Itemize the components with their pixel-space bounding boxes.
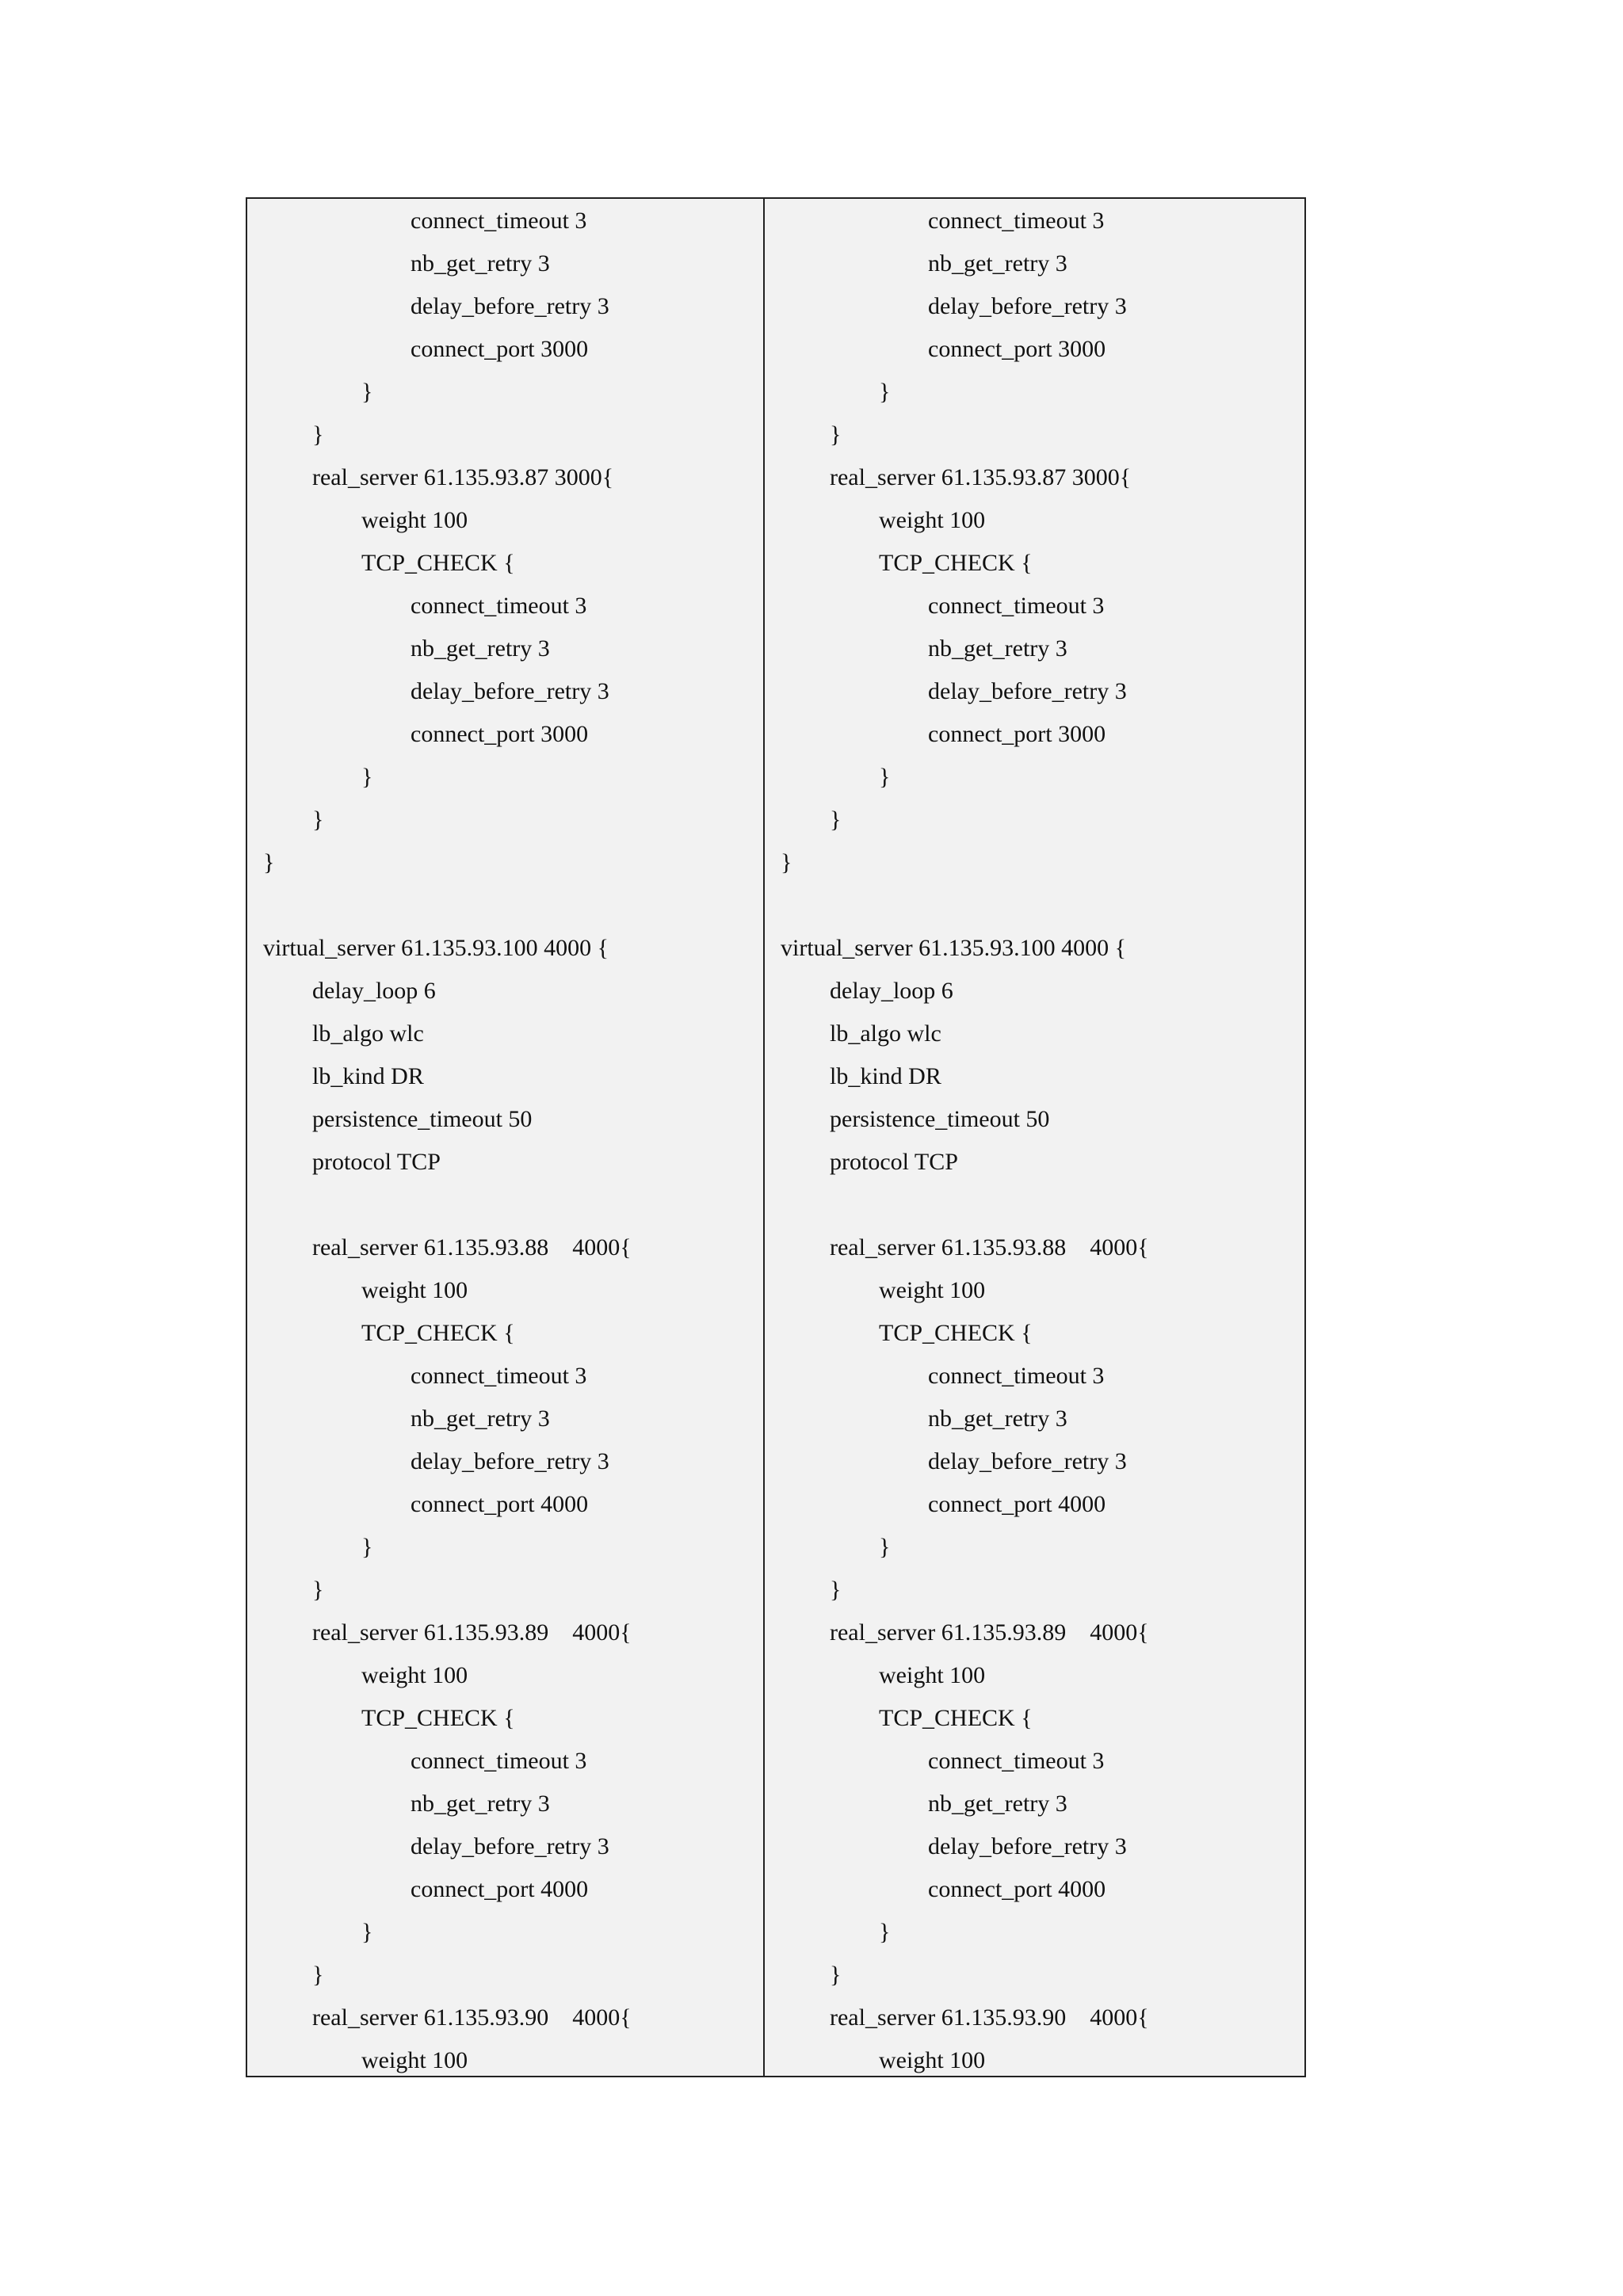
code-line: nb_get_retry 3	[928, 1791, 1067, 1817]
code-line: }	[361, 1919, 373, 1945]
code-line: real_server 61.135.93.90 4000{	[830, 2004, 1149, 2031]
code-line: }	[830, 807, 842, 833]
code-line: real_server 61.135.93.89 4000{	[312, 1619, 632, 1646]
code-line: delay_before_retry 3	[411, 1833, 609, 1859]
code-line: connect_timeout 3	[928, 1363, 1105, 1389]
code-line: delay_before_retry 3	[411, 1448, 609, 1474]
code-line: }	[361, 379, 373, 405]
config-comparison-table	[246, 197, 1306, 2077]
code-line: connect_port 3000	[411, 336, 589, 362]
code-line: }	[879, 1919, 891, 1945]
code-line: persistence_timeout 50	[830, 1106, 1050, 1132]
code-line: nb_get_retry 3	[411, 250, 550, 277]
code-line: protocol TCP	[312, 1149, 441, 1175]
code-line: }	[361, 1534, 373, 1560]
code-line: lb_kind DR	[312, 1063, 424, 1089]
code-line: }	[830, 1962, 842, 1988]
code-line: }	[830, 421, 842, 448]
code-line: real_server 61.135.93.89 4000{	[830, 1619, 1149, 1646]
code-line: delay_before_retry 3	[928, 1833, 1127, 1859]
code-line: delay_before_retry 3	[411, 678, 609, 704]
code-line: delay_before_retry 3	[928, 1448, 1127, 1474]
code-line: weight 100	[361, 507, 468, 533]
code-line: lb_algo wlc	[830, 1020, 941, 1047]
right-code-column	[765, 199, 1304, 2076]
code-line: }	[312, 1577, 324, 1603]
code-line: connect_timeout 3	[411, 1748, 587, 1774]
code-line: weight 100	[361, 1277, 468, 1303]
code-line: nb_get_retry 3	[928, 250, 1067, 277]
code-line: virtual_server 61.135.93.100 4000 {	[263, 935, 609, 961]
code-line: TCP_CHECK {	[361, 1320, 515, 1346]
code-line: virtual_server 61.135.93.100 4000 {	[781, 935, 1126, 961]
code-line: delay_loop 6	[830, 978, 953, 1004]
code-line: weight 100	[879, 1277, 986, 1303]
code-line: connect_timeout 3	[411, 1363, 587, 1389]
code-line: nb_get_retry 3	[411, 635, 550, 662]
code-line: nb_get_retry 3	[928, 635, 1067, 662]
code-line: connect_port 3000	[928, 336, 1106, 362]
code-line: connect_timeout 3	[928, 593, 1105, 619]
code-line: }	[312, 1962, 324, 1988]
code-line: weight 100	[361, 2047, 468, 2073]
code-line: connect_port 4000	[928, 1491, 1106, 1517]
code-line: connect_port 4000	[411, 1491, 589, 1517]
code-line: nb_get_retry 3	[411, 1405, 550, 1432]
code-line: }	[879, 379, 891, 405]
code-line: TCP_CHECK {	[361, 1705, 515, 1731]
code-line: }	[830, 1577, 842, 1603]
code-line: connect_port 3000	[928, 721, 1106, 747]
code-line: weight 100	[879, 507, 986, 533]
code-line: }	[312, 807, 324, 833]
code-line: }	[879, 1534, 891, 1560]
code-line: connect_timeout 3	[411, 208, 587, 234]
code-line: TCP_CHECK {	[879, 550, 1033, 576]
code-line: weight 100	[879, 1662, 986, 1688]
code-line: delay_loop 6	[312, 978, 436, 1004]
code-line: real_server 61.135.93.87 3000{	[830, 464, 1132, 490]
code-line: TCP_CHECK {	[879, 1320, 1033, 1346]
code-line: }	[879, 764, 891, 790]
code-line: weight 100	[361, 1662, 468, 1688]
code-line: connect_port 4000	[928, 1876, 1106, 1902]
code-line: nb_get_retry 3	[411, 1791, 550, 1817]
code-line: connect_timeout 3	[928, 208, 1105, 234]
code-line: protocol TCP	[830, 1149, 958, 1175]
code-line: delay_before_retry 3	[928, 678, 1127, 704]
code-line: }	[361, 764, 373, 790]
code-line: real_server 61.135.93.88 4000{	[312, 1234, 632, 1261]
code-line: connect_port 4000	[411, 1876, 589, 1902]
code-line: TCP_CHECK {	[879, 1705, 1033, 1731]
code-line: weight 100	[879, 2047, 986, 2073]
code-line: lb_kind DR	[830, 1063, 941, 1089]
code-line: }	[781, 849, 792, 875]
code-line: lb_algo wlc	[312, 1020, 424, 1047]
code-line: connect_timeout 3	[411, 593, 587, 619]
code-line: real_server 61.135.93.87 3000{	[312, 464, 614, 490]
code-line: real_server 61.135.93.90 4000{	[312, 2004, 632, 2031]
code-line: nb_get_retry 3	[928, 1405, 1067, 1432]
code-line: TCP_CHECK {	[361, 550, 515, 576]
code-line: delay_before_retry 3	[411, 293, 609, 319]
code-line: real_server 61.135.93.88 4000{	[830, 1234, 1149, 1261]
left-code-column	[247, 199, 765, 2076]
code-line: connect_timeout 3	[928, 1748, 1105, 1774]
code-line: persistence_timeout 50	[312, 1106, 533, 1132]
code-line: }	[312, 421, 324, 448]
code-line: }	[263, 849, 275, 875]
code-line: delay_before_retry 3	[928, 293, 1127, 319]
code-line: connect_port 3000	[411, 721, 589, 747]
